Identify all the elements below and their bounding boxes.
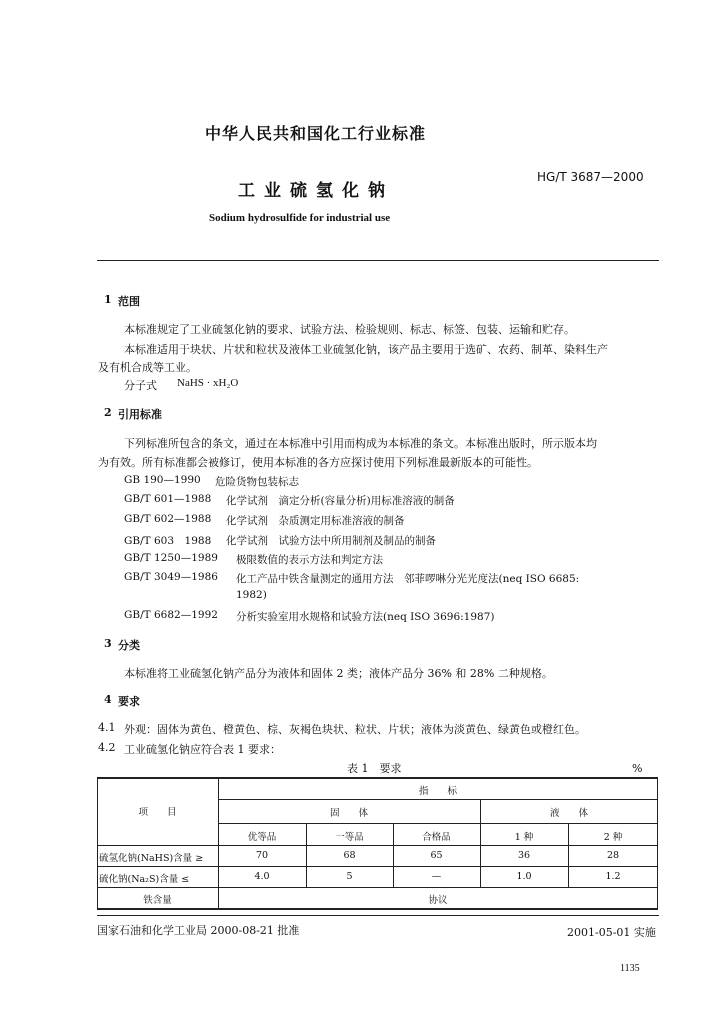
- footer-divider: [97, 915, 659, 916]
- scope-paragraph-1: 本标准规定了工业硫氢化钠的要求、试验方法、检验规则、标志、标签、包装、运输和贮存。: [124, 323, 575, 336]
- reference-code: GB/T 603 1988: [124, 535, 212, 547]
- molecular-formula: NaHS · xH₂O: [177, 377, 239, 389]
- section-1-number: 1: [104, 293, 112, 306]
- table-row-label: 硫化钠(Na₂S)含量 ≤: [99, 874, 190, 885]
- standard-category-title: 中华人民共和国化工行业标准: [205, 124, 427, 143]
- table-rule: [97, 887, 658, 888]
- english-title: Sodium hydrosulfide for industrial use: [209, 212, 391, 224]
- table-rule: [218, 799, 658, 800]
- table-cell: 5: [346, 871, 353, 882]
- requirement-4-2-text: 工业硫氢化钠应符合表 1 要求：: [124, 743, 281, 756]
- reference-title: 化工产品中铁含量测定的通用方法 邻菲啰啉分光光度法(neq ISO 6685:: [236, 573, 580, 585]
- table-cell: 65: [430, 850, 443, 861]
- section-3-number: 3: [104, 637, 112, 650]
- section-2-number: 2: [104, 406, 112, 419]
- standard-number: HG/T 3687—2000: [537, 170, 644, 184]
- table-cell-merged: 协议: [428, 895, 448, 906]
- document-title: 工业硫氢化钠: [238, 181, 394, 201]
- table-rule: [218, 823, 658, 824]
- reference-title: 极限数值的表示方法和判定方法: [236, 554, 383, 566]
- section-1-heading: 范围: [118, 295, 140, 308]
- table-subheader: 1 种: [514, 832, 534, 843]
- table-header-liquid: 液 体: [549, 808, 588, 819]
- table-rule: [97, 845, 658, 846]
- table-cell: 36: [517, 850, 531, 861]
- table-unit: %: [632, 762, 643, 775]
- table-row-label: 硫氢化钠(NaHS)含量 ≥: [99, 853, 204, 864]
- requirement-4-2-number: 4.2: [98, 741, 116, 754]
- table-header-item: 项 目: [138, 807, 177, 818]
- reference-code: GB/T 3049—1986: [124, 571, 218, 583]
- section-3-heading: 分类: [118, 639, 140, 652]
- scope-paragraph-2-line-2: 及有机合成等工业。: [98, 361, 197, 374]
- section-4-number: 4: [104, 693, 112, 706]
- reference-title: 化学试剂 滴定分析(容量分析)用标准溶液的制备: [226, 495, 455, 507]
- table-cell: 28: [606, 850, 620, 861]
- requirement-4-1-text: 外观：固体为黄色、橙黄色、棕、灰褐色块状、粒状、片状；液体为淡黄色、绿黄色或橙红色。: [124, 723, 586, 736]
- references-intro-line-1: 下列标准所包含的条文，通过在本标准中引用而构成为本标准的条文。本标准出版时，所示版本均: [124, 437, 597, 450]
- reference-title: 化学试剂 试验方法中所用制剂及制品的制备: [226, 535, 436, 547]
- table-cell: 70: [255, 850, 269, 861]
- reference-title-continued: 1982): [236, 589, 267, 601]
- table-rule: [97, 777, 658, 779]
- table-row-label: 铁含量: [143, 895, 172, 906]
- section-4-heading: 要求: [118, 695, 140, 708]
- table-cell: 1.0: [516, 871, 532, 882]
- header-divider: [97, 260, 659, 261]
- table-subheader: 一等品: [335, 832, 364, 843]
- reference-title: 分析实验室用水规格和试验方法(neq ISO 3696:1987): [236, 611, 495, 623]
- implementation-date: 2001-05-01 实施: [567, 926, 656, 939]
- requirement-4-1-number: 4.1: [98, 721, 116, 734]
- table-caption: 表 1 要求: [347, 762, 402, 775]
- formula-label: 分子式: [124, 379, 157, 392]
- table-rule: [97, 908, 658, 910]
- classification-paragraph: 本标准将工业硫氢化钠产品分为液体和固体 2 类；液体产品分 36% 和 28% 二种规格。: [124, 667, 553, 680]
- reference-title: 化学试剂 杂质测定用标准溶液的制备: [226, 515, 405, 527]
- table-cell: 68: [343, 850, 356, 861]
- table-rule: [97, 866, 658, 867]
- reference-code: GB/T 6682—1992: [124, 609, 218, 621]
- reference-code: GB/T 602—1988: [124, 513, 212, 525]
- scope-paragraph-2-line-1: 本标准适用于块状、片状和粒状及液体工业硫氢化钠，该产品主要用于选矿、农药、制革、染料生产: [124, 343, 608, 356]
- table-header-indicator: 指 标: [418, 786, 457, 797]
- approval-line: 国家石油和化学工业局 2000-08-21 批准: [97, 924, 300, 937]
- table-rule: [97, 777, 98, 909]
- references-intro-line-2: 为有效。所有标准都会被修订，使用本标准的各方应探讨使用下列标准最新版本的可能性。: [98, 456, 538, 469]
- reference-code: GB/T 1250—1989: [124, 552, 218, 564]
- table-cell: —: [431, 871, 442, 882]
- table-subheader: 2 种: [603, 832, 623, 843]
- page-number: 1135: [620, 963, 640, 974]
- reference-code: GB/T 601—1988: [124, 493, 212, 505]
- table-subheader: 优等品: [247, 832, 277, 843]
- reference-code: GB 190—1990: [124, 474, 201, 486]
- table-cell: 1.2: [605, 871, 621, 882]
- reference-title: 危险货物包装标志: [215, 476, 299, 488]
- table-header-solid: 固 体: [329, 808, 368, 819]
- table-cell: 4.0: [254, 871, 270, 882]
- section-2-heading: 引用标准: [118, 408, 162, 421]
- table-subheader: 合格品: [422, 832, 451, 843]
